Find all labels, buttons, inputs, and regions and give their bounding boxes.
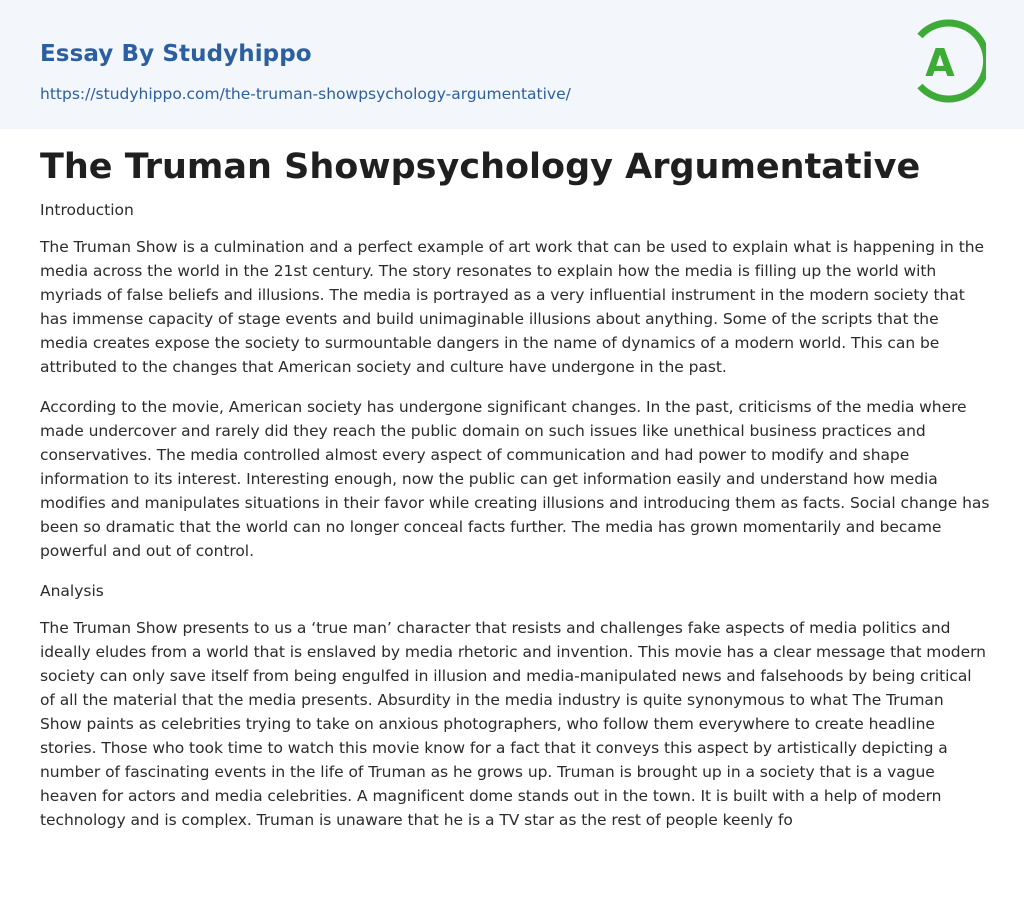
studyhippo-logo-icon[interactable]	[912, 18, 986, 106]
paragraph-2: According to the movie, American society has undergone significant changes. In the past, criticisms of the media where made undercover and rarely did they reach the public domain on such issues like unethical business practices and conservatives. The media controlled almost every aspect of communication and had power to modify and shape information to its interest. Interesting enough, now the public can get information easily and understand how media modifies and manipulates situations in their favor while creating illusions and introducing them as facts. Social change has been so dramatic that the world can no longer conceal facts further. The media has grown momentarily and became powerful and out of control.	[40, 398, 990, 560]
section-heading-introduction: Introduction	[40, 201, 134, 219]
paragraph-3: The Truman Show presents to us a ‘true man’ character that resists and challenges fake aspects of media politics and ideally eludes from a world that is enslaved by media rhetoric and invention. This movie has a clear message that modern society can only save itself from being engulfed in illusion and media-manipulated news and falsehoods by being critical of all the material that the media presents. Absurdity in the media industry is quite synonymous to what The Truman Show paints as celebrities trying to take on anxious photographers, who follow them everywhere to create headline stories. Those who took time to watch this movie know for a fact that it conveys this aspect by artistically depicting a number of fascinating events in the life of Truman as he grows up. Truman is brought up in a society that is a vague heaven for actors and media celebrities. A magnificent dome stands out in the town. It is built with a help of modern technology and is complex. Truman is unaware that he is a TV star as the rest of people keenly fo	[40, 619, 986, 829]
logo-ring-icon	[912, 18, 986, 106]
essay-url-link[interactable]: https://studyhippo.com/the-truman-showpsychology-argumentative/	[40, 85, 571, 103]
paragraph-1: The Truman Show is a culmination and a perfect example of art work that can be used to explain what is happening in the media across the world in the 21st century. The story resonates to explain how the media is filling up the world with myriads of false beliefs and illusions. The media is portrayed as a very influential instrument in the modern society that has immense capacity of stage events and build unimaginable illusions about anything. Some of the scripts that the media creates expose the society to surmountable dangers in the name of dynamics of a modern world. This can be attributed to the changes that American society and culture have undergone in the past.	[40, 238, 984, 376]
section-heading-analysis: Analysis	[40, 582, 104, 600]
page-title: The Truman Showpsychology Argumentative	[40, 147, 921, 187]
essay-body	[40, 198, 990, 848]
logo-letter: A	[925, 41, 955, 85]
brand-title[interactable]: Essay By Studyhippo	[40, 41, 312, 67]
